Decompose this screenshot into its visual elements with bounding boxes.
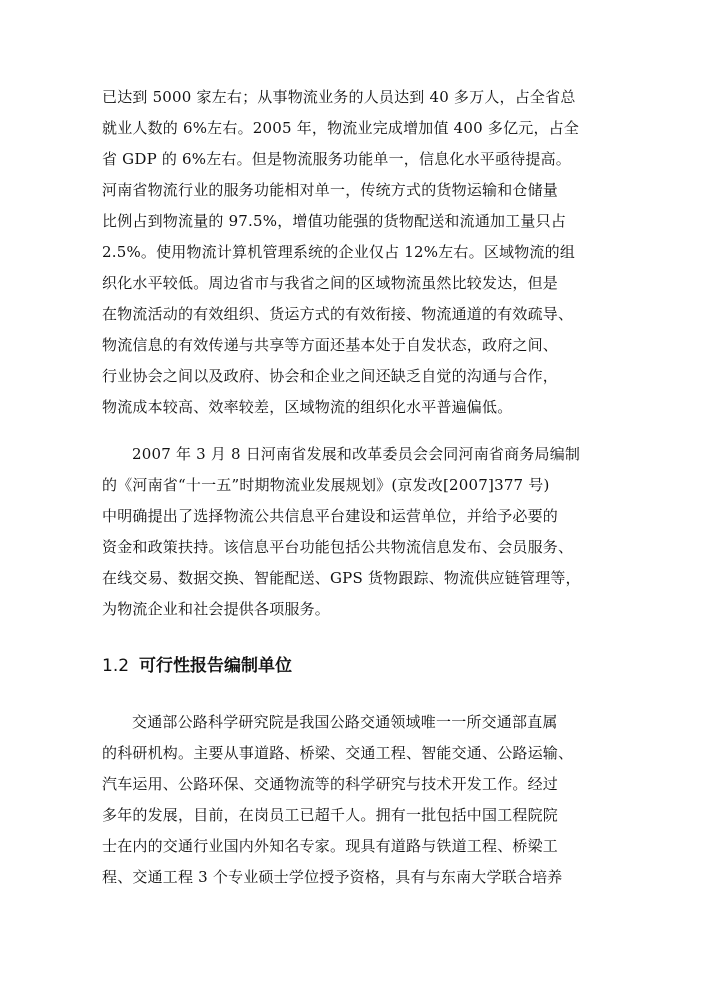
text-line: 的科研机构。主要从事道路、桥梁、交通工程、智能交通、公路运输、	[102, 744, 574, 762]
text-line: 2007 年 3 月 8 日河南省发展和改革委员会会同河南省商务局编制	[132, 445, 581, 463]
section-number: 1.2	[102, 656, 130, 676]
text-line: 为物流企业和社会提供各项服务。	[102, 600, 331, 618]
text-line: 省 GDP 的 6%左右。但是物流服务功能单一，信息化水平亟待提高。	[102, 150, 572, 168]
text-line: 在线交易、数据交换、智能配送、GPS 货物跟踪、物流供应链管理等，	[102, 569, 581, 587]
text-line: 士在内的交通行业国内外知名专家。现具有道路与铁道工程、桥梁工	[102, 837, 559, 855]
text-line: 河南省物流行业的服务功能相对单一，传统方式的货物运输和仓储量	[102, 181, 559, 199]
text-line: 汽车运用、公路环保、交通物流等的科学研究与技术开发工作。经过	[102, 775, 559, 793]
text-line: 资金和政策扶持。该信息平台功能包括公共物流信息发布、会员服务、	[102, 538, 574, 556]
text-line: 的《河南省“十一五”时期物流业发展规划》(京发改[2007]377 号)	[102, 476, 550, 494]
text-line: 中明确提出了选择物流公共信息平台建设和运营单位，并给予必要的	[102, 507, 559, 525]
text-line: 已达到 5000 家左右；从事物流业务的人员达到 40 多万人，占全省总	[102, 88, 576, 106]
text-line: 物流成本较高、效率较差，区域物流的组织化水平普遍偏低。	[102, 398, 513, 416]
text-line: 多年的发展，目前，在岗员工已超千人。拥有一批包括中国工程院院	[102, 806, 559, 824]
text-line: 2.5%。使用物流计算机管理系统的企业仅占 12%左右。区域物流的组	[102, 243, 576, 261]
section-title: 可行性报告编制单位	[139, 656, 293, 676]
text-line: 程、交通工程 3 个专业硕士学位授予资格，具有与东南大学联合培养	[102, 868, 563, 886]
text-line: 就业人数的 6%左右。2005 年，物流业完成增加值 400 多亿元，占全	[102, 119, 580, 137]
text-line: 织化水平较低。周边省市与我省之间的区域物流虽然比较发达，但是	[102, 274, 559, 292]
text-line: 比例占到物流量的 97.5%，增值功能强的货物配送和流通加工量只占	[102, 212, 567, 230]
text-line: 在物流活动的有效组织、货运方式的有效衔接、物流通道的有效疏导、	[102, 305, 574, 323]
text-line: 行业协会之间以及政府、协会和企业之间还缺乏自觉的沟通与合作，	[102, 367, 559, 385]
section-heading	[102, 655, 292, 677]
text-line: 物流信息的有效传递与共享等方面还基本处于自发状态，政府之间、	[102, 336, 559, 354]
text-line: 交通部公路科学研究院是我国公路交通领域唯一一所交通部直属	[132, 713, 558, 731]
